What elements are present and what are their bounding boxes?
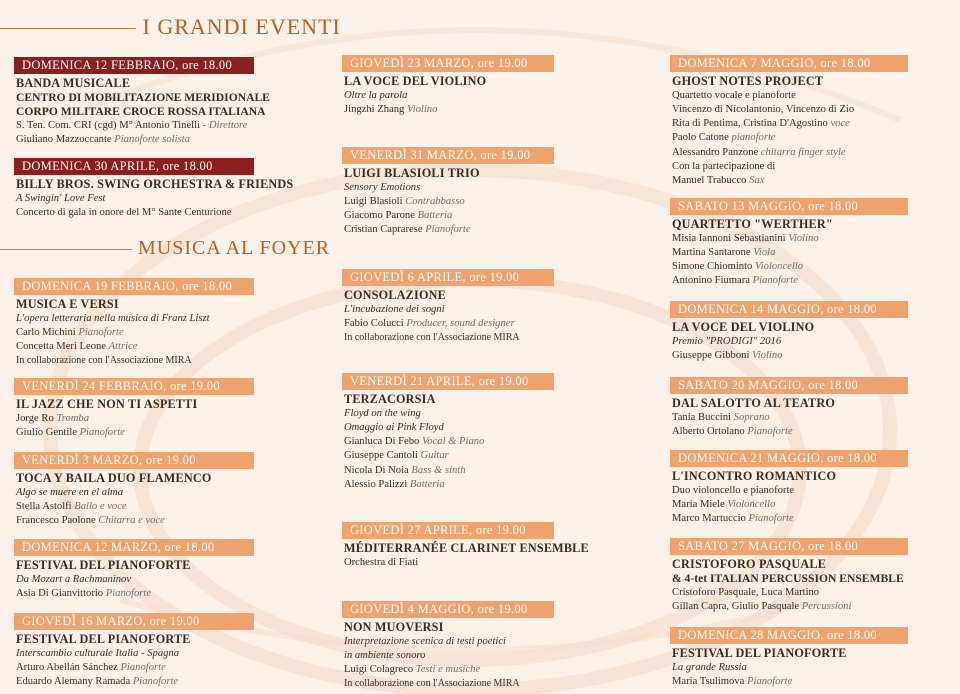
event-title: LUIGI BLASIOLI TRIO: [344, 166, 480, 180]
event-date-header: DOMENICA 12 MARZO, ore 18.00: [14, 539, 254, 556]
performer-name: Giuseppe Cantoli: [344, 450, 418, 462]
performer-role: Testi e musiche: [415, 664, 481, 676]
performer-name: Giulio Gentile: [16, 426, 77, 438]
performer-line: [670, 600, 908, 614]
performer-role: Pianoforte: [752, 275, 798, 287]
performer-line: [342, 317, 554, 331]
performer-line: [670, 246, 908, 260]
performer-role: Chitarra e voce: [98, 515, 165, 527]
performer-line: [670, 274, 908, 288]
event-card: [342, 600, 554, 692]
performer-role: Vocal & Piano: [421, 436, 485, 448]
event-date-header: VENERDÌ 31 MARZO, ore 19.00: [342, 147, 554, 164]
event-card: [670, 449, 908, 526]
performer-line: [342, 103, 554, 117]
performer-line: [14, 340, 254, 354]
event-date-header: DOMENICA 21 MAGGIO, ore 18.00: [670, 450, 908, 467]
performer-line: [342, 663, 554, 677]
performer-role: Producer, sound designer: [406, 317, 515, 329]
event-date-header: SABATO 20 MAGGIO, ore 18.00: [670, 377, 908, 394]
event-date-header: SABATO 13 MAGGIO, ore 18.00: [670, 198, 908, 215]
performer-name: Simone Chiominto: [672, 261, 753, 273]
event-date-header: VENERDÌ 3 MARZO, ore 19.00: [14, 452, 254, 469]
event-detail: CENTRO DI MOBILITAZIONE MERIDIONALE: [16, 90, 270, 104]
performer-name: Maria Miele: [672, 498, 725, 510]
event-card: [14, 451, 254, 528]
event-title: LA VOCE DEL VIOLINO: [344, 74, 487, 88]
performer-line: [670, 349, 908, 363]
event-title: DAL SALOTTO AL TEATRO: [672, 396, 836, 410]
performer-name: Alessandro Panzone: [672, 146, 759, 158]
event-card: [14, 157, 293, 220]
event-title: TERZACORSIA: [344, 392, 436, 406]
event-detail: Quartetto vocale e pianoforte: [672, 89, 796, 101]
performer-role: chitarra finger style: [760, 146, 846, 158]
event-card: [342, 146, 554, 238]
performer-name: Carlo Michini: [16, 326, 76, 338]
event-subtitle: Da Mozart a Rachmaninov: [16, 573, 132, 585]
performer-name: Misia Iannoni Sebastianini: [672, 232, 786, 244]
event-card: [670, 626, 908, 689]
performer-role: Bass & sinth: [411, 464, 466, 476]
event-detail: Concerto di gala in onore del M° Sante Centurione: [16, 206, 232, 218]
event-title: CONSOLAZIONE: [344, 288, 446, 302]
event-card: [342, 372, 554, 492]
performer-line: [14, 133, 270, 147]
performer-name: Giuseppe Gibboni: [672, 349, 750, 361]
performer-name: Maria Tsulimova: [672, 675, 745, 687]
event-date-header: DOMENICA 19 FEBBRAIO, ore 18.00: [14, 278, 254, 295]
performer-role: Pianoforte: [79, 426, 125, 438]
event-title: BANDA MUSICALE: [16, 76, 131, 90]
performer-name: Jorge Ro: [16, 412, 54, 424]
performer-line: [14, 514, 254, 528]
performer-name: Eduardo Alemany Ramada: [16, 676, 131, 688]
performer-line: [342, 478, 554, 492]
event-card: [14, 277, 254, 369]
event-subtitle: Floyd on the wing: [344, 407, 421, 419]
performer-line: [14, 426, 254, 440]
performer-name: Francesco Paolone: [16, 515, 96, 527]
performer-line: [342, 223, 554, 237]
performer-role: Violino: [406, 103, 438, 115]
performer-role: Guitar: [420, 450, 449, 462]
performer-name: Gillan Capra, Giulio Pasquale: [672, 601, 800, 613]
performer-line: [670, 232, 908, 246]
performer-line: [14, 587, 254, 601]
performer-role: Pianoforte: [746, 675, 793, 687]
performer-name: Giacomo Parone: [344, 210, 415, 222]
performer-name: Stella Astolfi: [16, 500, 72, 512]
performer-role: - Direttore: [202, 120, 248, 132]
event-title: GHOST NOTES PROJECT: [672, 74, 824, 88]
event-title: FESTIVAL DEL PIANOFORTE: [16, 632, 191, 646]
performer-line: [670, 512, 908, 526]
performer-role: Violino: [752, 349, 783, 361]
event-subtitle: Sensory Emotions: [344, 181, 421, 193]
event-detail: Cristoforo Pasquale, Luca Martino: [672, 586, 820, 598]
event-card: [14, 56, 270, 148]
performer-role: Percussioni: [801, 601, 852, 613]
performer-line: [670, 411, 908, 425]
performer-name: Gianluca Di Febo: [344, 436, 420, 448]
event-date-header: GIOVEDÌ 23 MARZO, ore 19.00: [342, 55, 554, 72]
performer-line: [670, 131, 908, 145]
section-title-musica-foyer: MUSICA AL FOYER: [0, 237, 330, 260]
event-card: [14, 612, 254, 689]
event-date-header: GIOVEDÌ 4 MAGGIO, ore 19.00: [342, 601, 554, 618]
performer-name: Tania Buccini: [672, 411, 731, 423]
performer-name: Luigi Blasioli: [344, 195, 403, 207]
event-title: FESTIVAL DEL PIANOFORTE: [672, 646, 847, 660]
event-card: [670, 376, 908, 439]
performer-line: [670, 174, 908, 188]
event-title: CRISTOFORO PASQUALE: [672, 557, 827, 571]
performer-name: Rita di Pentima, Cristina D'Agostino: [672, 118, 828, 130]
event-card: [342, 54, 554, 117]
performer-line: [14, 661, 254, 675]
event-title: MÉDITERRANÉE CLARINET ENSEMBLE: [344, 541, 589, 555]
performer-name: Paolo Catone: [672, 132, 729, 144]
performer-role: Pianoforte: [748, 513, 794, 525]
collaboration-note: In collaborazione con l'Associazione MIRA: [344, 332, 520, 344]
event-subtitle: A Swingin' Love Fest: [16, 192, 106, 204]
performer-line: [14, 119, 270, 133]
performer-name: S. Ten. Com. CRI (cgd) M° Antonio Tinelli: [16, 120, 201, 132]
performer-name: Asia Di Gianvittorio: [16, 587, 104, 599]
performer-role: Soprano: [733, 411, 770, 423]
event-title: BILLY BROS. SWING ORCHESTRA & FRIENDS: [16, 177, 294, 191]
event-title: MUSICA E VERSI: [16, 297, 119, 311]
event-card: [342, 268, 554, 345]
performer-name: Luigi Colagreco: [344, 664, 414, 676]
event-detail: & 4-tet ITALIAN PERCUSSION ENSEMBLE: [672, 571, 904, 585]
event-subtitle: L'opera letteraria nella musica di Franz Liszt: [16, 312, 210, 324]
performer-role: Batteria: [409, 478, 445, 490]
performer-line: [14, 500, 254, 514]
event-detail: Con la partecipazione di: [672, 160, 776, 172]
event-subtitle: Algo se muere en el alma: [16, 486, 123, 498]
performer-role: Pianoforte: [78, 326, 124, 338]
event-card: [670, 300, 908, 363]
performer-line: [670, 498, 908, 512]
event-subtitle: La grande Russia: [672, 661, 747, 673]
performer-name: Antonino Fiumara: [672, 275, 750, 287]
performer-role: Batteria: [417, 210, 453, 222]
event-date-header: DOMENICA 28 MAGGIO, ore 18.00: [670, 627, 908, 644]
event-detail: Orchestra di Fiati: [344, 556, 419, 568]
event-date-header: DOMENICA 7 MAGGIO, ore 18.00: [670, 55, 908, 72]
collaboration-note: In collaborazione con l'Associazione MIRA: [344, 678, 520, 690]
performer-role: Pianoforte: [132, 676, 179, 688]
performer-role: Ballo e voce: [74, 500, 127, 512]
event-subtitle: L'incubazione dei sogni: [344, 303, 445, 315]
event-card: [670, 54, 908, 189]
event-title: IL JAZZ CHE NON TI ASPETTI: [16, 397, 198, 411]
event-date-header: GIOVEDÌ 6 APRILE, ore 19.00: [342, 269, 554, 286]
event-title: TOCA Y BAILA DUO FLAMENCO: [16, 471, 212, 485]
event-title: NON MUOVERSI: [344, 620, 444, 634]
performer-name: Concetta Meri Leone: [16, 341, 107, 353]
event-date-header: VENERDÌ 21 APRILE, ore 19.00: [342, 373, 554, 390]
event-subtitle: Oltre la parola: [344, 89, 408, 101]
event-date-header: GIOVEDÌ 16 MARZO, ore 19.00: [14, 613, 254, 630]
performer-role: Pianoforte solista: [114, 134, 190, 146]
performer-line: [14, 326, 254, 340]
event-date-header: GIOVEDÌ 27 APRILE, ore 19.00: [342, 522, 554, 539]
performer-line: [14, 412, 254, 426]
performer-name: Arturo Abellán Sánchez: [16, 661, 118, 673]
performer-name: Jingzhi Zhang: [344, 103, 405, 115]
event-subtitle: Interpretazione scenica di testi poetici: [344, 635, 507, 647]
performer-role: Violoncello: [727, 498, 776, 510]
event-subtitle: Omaggio ai Pink Floyd: [344, 421, 444, 433]
performer-line: [670, 117, 908, 131]
performer-role: Pianoforte: [425, 224, 471, 236]
event-title: QUARTETTO "WERTHER": [672, 217, 833, 231]
event-title: LA VOCE DEL VIOLINO: [672, 320, 815, 334]
event-date-header: DOMENICA 12 FEBBRAIO, ore 18.00: [14, 57, 254, 74]
performer-role: pianoforte: [731, 132, 776, 144]
performer-line: [14, 675, 254, 689]
event-card: [342, 521, 589, 570]
performer-line: [342, 435, 554, 449]
performer-line: [342, 449, 554, 463]
performer-name: Giuliano Mazzoccante: [16, 134, 112, 146]
performer-role: Contrabbasso: [405, 195, 465, 207]
performer-role: Attrice: [108, 341, 138, 353]
performer-name: Manuel Trabucco: [672, 175, 747, 187]
event-date-header: SABATO 27 MAGGIO, ore 18.00: [670, 538, 908, 555]
event-date-header: DOMENICA 30 APRILE, ore 18.00: [14, 158, 254, 175]
section-title-grandi-eventi: I GRANDI EVENTI: [0, 14, 341, 40]
performer-line: [342, 464, 554, 478]
performer-role: Pianoforte: [105, 587, 152, 599]
performer-role: voce: [830, 118, 850, 130]
event-card: [14, 538, 254, 601]
event-detail: Duo violoncello e pianoforte: [672, 484, 795, 496]
event-title: FESTIVAL DEL PIANOFORTE: [16, 558, 191, 572]
event-detail: Vincenzo di Nicolantonio, Vincenzo di Zio: [672, 103, 855, 115]
collaboration-note: In collaborazione con l'Associazione MIRA: [16, 355, 192, 367]
event-title: L'INCONTRO ROMANTICO: [672, 469, 837, 483]
event-subtitle: in ambiente sonoro: [344, 649, 426, 661]
performer-role: Tromba: [56, 412, 90, 424]
performer-name: Alberto Ortolano: [672, 425, 745, 437]
event-date-header: DOMENICA 14 MAGGIO, ore 18.00: [670, 301, 908, 318]
performer-line: [670, 260, 908, 274]
performer-name: Nicola Di Noia: [344, 464, 409, 476]
performer-line: [670, 146, 908, 160]
performer-name: Marco Martuccio: [672, 513, 746, 525]
event-card: [670, 197, 908, 289]
performer-role: Pianoforte: [120, 661, 166, 673]
performer-role: Violoncello: [755, 261, 804, 273]
performer-line: [670, 675, 908, 689]
performer-role: Violino: [788, 232, 819, 244]
performer-name: Fabio Colucci: [344, 317, 404, 329]
event-detail: CORPO MILITARE CROCE ROSSA ITALIANA: [16, 104, 266, 118]
performer-name: Martina Santarone: [672, 246, 751, 258]
performer-role: Sax: [749, 175, 765, 187]
event-card: [14, 377, 254, 440]
performer-line: [670, 425, 908, 439]
performer-line: [342, 209, 554, 223]
event-subtitle: Premio "PRODIGI" 2016: [672, 335, 782, 347]
performer-name: Cristian Caprarese: [344, 224, 423, 236]
performer-role: Viola: [753, 246, 776, 258]
event-subtitle: Interscambio culturale Italia - Spagna: [16, 647, 180, 659]
performer-name: Alessio Palizzi: [344, 478, 408, 490]
performer-role: Pianoforte: [747, 425, 793, 437]
event-date-header: VENERDÌ 24 FEBBRAIO, ore 19.00: [14, 378, 254, 395]
performer-line: [342, 195, 554, 209]
event-card: [670, 537, 908, 614]
